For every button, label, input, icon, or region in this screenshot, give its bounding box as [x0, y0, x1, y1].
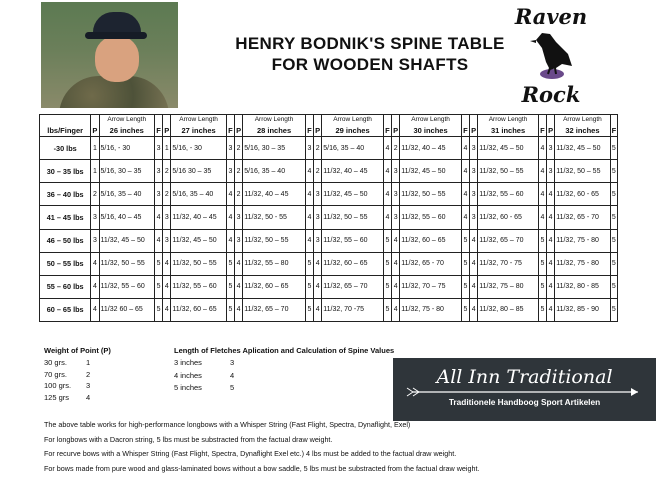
spine-table: [39, 114, 618, 322]
point-value: 4: [235, 252, 243, 275]
point-value: 3: [547, 137, 555, 160]
spine-value: 11/32, 40 – 45: [171, 206, 226, 229]
fletch-row: [174, 371, 394, 384]
lbs-header-top: [40, 115, 91, 125]
draw-weight-label: 41 – 45 lbs: [40, 206, 91, 229]
spine-value: 11/32, 65 - 70: [400, 252, 462, 275]
point-value: 3: [163, 206, 171, 229]
fletch-value: 5: [226, 298, 234, 321]
point-value: 3: [470, 160, 478, 183]
point-weight-heading: Weight of Point (P): [44, 346, 111, 355]
p-header-top: [91, 115, 99, 125]
spine-value: 5/16, 30 – 35: [99, 160, 154, 183]
fletch-value: 5: [383, 298, 391, 321]
fletch-value: 5: [610, 137, 617, 160]
weight-row: [44, 358, 111, 370]
p-header: P: [91, 124, 99, 137]
spine-value: 11/32, 65 - 70: [555, 206, 610, 229]
f-header: F: [226, 124, 234, 137]
length-header: 26 inches: [99, 124, 154, 137]
fletch-value: 5: [154, 275, 162, 298]
table-row: [40, 229, 618, 252]
fletch-value: 5: [461, 275, 469, 298]
p-header: P: [163, 124, 171, 137]
fletch-value: 4: [383, 183, 391, 206]
length-header: 31 inches: [478, 124, 539, 137]
fletch-value: 5: [305, 275, 313, 298]
fletch-value: 3: [305, 137, 313, 160]
fletch-value: 5: [610, 206, 617, 229]
point-value: 3: [163, 229, 171, 252]
spine-value: 5/16, 40 – 45: [99, 206, 154, 229]
fletch-value: 5: [383, 275, 391, 298]
table-row: [40, 252, 618, 275]
spine-value: 11/32 60 – 65: [99, 298, 154, 321]
spine-value: 11/32, 55 – 60: [322, 229, 384, 252]
note-line: For recurve bows with a Whisper String (Fast Flight, Spectra, Dynaflight Exel etc.) 4 lbs must be added to the factual draw weight.: [44, 449, 457, 458]
point-value: 3: [314, 183, 322, 206]
arrow-length-label: Arrow Length: [322, 115, 384, 125]
spine-value: 11/32, 50 - 55: [243, 206, 306, 229]
point-value: 4: [235, 298, 243, 321]
point-value: 4: [470, 275, 478, 298]
point-value: 3: [314, 229, 322, 252]
fletch-length-legend: [174, 346, 394, 396]
point-value: 2: [392, 137, 400, 160]
point-value: 3: [235, 206, 243, 229]
spine-value: 11/32, 60 – 65: [322, 252, 384, 275]
point-value: 2: [163, 160, 171, 183]
draw-weight-label: 60 – 65 lbs: [40, 298, 91, 321]
fletch-row: [174, 358, 394, 371]
spine-value: 11/32, 50 – 55: [171, 252, 226, 275]
note-line: For bows made from pure wood and glass-laminated bows without a bow saddle, 5 lbs must be substracted from the factual draw weight.: [44, 463, 480, 473]
spine-value: 11/32, 45 – 50: [400, 160, 462, 183]
fletch-length: 5 inches: [174, 383, 202, 392]
note-line: The above table works for high-performance longbows with a Whisper String (Fast Flight, Spectra, Dynaflight, Exel): [44, 420, 411, 429]
spine-value: 11/32, 55 – 60: [400, 206, 462, 229]
length-header: 29 inches: [322, 124, 384, 137]
f-header: F: [461, 124, 469, 137]
point-value: 3: [470, 183, 478, 206]
fletch-value: 4: [538, 137, 546, 160]
point-value: 3: [314, 206, 322, 229]
point-value: 4: [547, 206, 555, 229]
point-value: 1: [91, 137, 99, 160]
spine-value: 5/16 30 – 35: [171, 160, 226, 183]
fletch-value: 3: [226, 137, 234, 160]
draw-weight-label: 55 – 60 lbs: [40, 275, 91, 298]
fletch-value: 5: [383, 252, 391, 275]
spine-value: 11/32, 55 – 60: [99, 275, 154, 298]
p-header-top: [235, 115, 243, 125]
fletch-value: 5: [610, 229, 617, 252]
fletch-value: 5: [226, 252, 234, 275]
draw-weight-label: 46 – 50 lbs: [40, 229, 91, 252]
point-value: 2: [314, 137, 322, 160]
f-header-top: [538, 115, 546, 125]
fletch-value: 4: [538, 160, 546, 183]
spine-value: 11/32, 60 - 65: [478, 206, 539, 229]
point-value: 4: [314, 298, 322, 321]
fletch-value: 4: [305, 183, 313, 206]
fletch-value: 3: [154, 137, 162, 160]
logo-word-2: Rock: [521, 82, 581, 107]
fletch-value: 5: [610, 275, 617, 298]
f-header-top: [461, 115, 469, 125]
spine-value: 11/32, 70 – 75: [400, 275, 462, 298]
spine-value: 11/32, 75 - 80: [555, 229, 610, 252]
spine-value: 11/32, 75 – 80: [478, 275, 539, 298]
spine-value: 11/32, 75 - 80: [400, 298, 462, 321]
fletch-value: 5: [461, 229, 469, 252]
p-header: P: [314, 124, 322, 137]
spine-value: 11/32, 65 – 70: [243, 298, 306, 321]
fletch-value: 3: [226, 160, 234, 183]
table-row: [40, 275, 618, 298]
spine-value: 11/32, 50 – 55: [99, 252, 154, 275]
weight-p-value: 3: [86, 381, 91, 390]
fletch-value: 5: [538, 229, 546, 252]
banner-subtitle: Traditionele Handboog Sport Artikelen: [448, 397, 601, 407]
spine-value: 11/32, 50 – 55: [400, 183, 462, 206]
spine-value: 11/32, 65 – 70: [478, 229, 539, 252]
weight-p-value: 1: [86, 358, 91, 367]
point-value: 3: [547, 160, 555, 183]
arrow-length-label: Arrow Length: [243, 115, 306, 125]
point-value: 3: [392, 206, 400, 229]
spine-value: 11/32, 40 – 45: [243, 183, 306, 206]
f-header-top: [305, 115, 313, 125]
draw-weight-label: -30 lbs: [40, 137, 91, 160]
point-value: 3: [91, 229, 99, 252]
weight-row: [44, 370, 111, 382]
fletch-value: 5: [305, 298, 313, 321]
fletch-value: 4: [226, 183, 234, 206]
point-value: 4: [470, 298, 478, 321]
point-value: 2: [163, 183, 171, 206]
spine-value: 11/32, 85 - 90: [555, 298, 610, 321]
p-header-top: [392, 115, 400, 125]
fletch-value: 3: [154, 160, 162, 183]
fletch-value: 5: [461, 252, 469, 275]
spine-value: 11/32, 55 – 60: [478, 183, 539, 206]
spine-value: 11/32, 55 – 80: [243, 252, 306, 275]
arrow-length-label: Arrow Length: [400, 115, 462, 125]
weight-grains: 125 grs: [44, 392, 70, 402]
title-line-1: HENRY BODNIK'S SPINE TABLE: [235, 34, 505, 53]
draw-weight-label: 36 – 40 lbs: [40, 183, 91, 206]
f-header: F: [154, 124, 162, 137]
photo-face: [95, 36, 139, 82]
fletch-f-value: 3: [230, 358, 235, 367]
photo-cap-brim: [85, 32, 147, 39]
spine-value: 11/32, 45 – 50: [555, 137, 610, 160]
fletch-value: 5: [610, 183, 617, 206]
spine-value: 5/16, 35 – 40: [322, 137, 384, 160]
p-header-top: [547, 115, 555, 125]
point-value: 4: [547, 275, 555, 298]
point-value: 4: [392, 252, 400, 275]
f-header: F: [305, 124, 313, 137]
point-value: 3: [392, 183, 400, 206]
fletch-value: 5: [610, 252, 617, 275]
p-header: P: [470, 124, 478, 137]
spine-value: 11/32, 65 – 70: [322, 275, 384, 298]
spine-value: 11/32, 50 – 55: [478, 160, 539, 183]
fletch-value: 5: [154, 298, 162, 321]
draw-weight-label: 50 – 55 lbs: [40, 252, 91, 275]
point-value: 4: [547, 252, 555, 275]
fletch-length: 4 inches: [174, 370, 202, 380]
fletch-value: 4: [383, 160, 391, 183]
fletch-value: 5: [538, 252, 546, 275]
fletch-length-heading: Length of Fletches Aplication and Calculation of Spine Values: [174, 346, 395, 355]
fletch-row: [174, 383, 394, 396]
point-value: 2: [235, 183, 243, 206]
point-value: 2: [235, 137, 243, 160]
fletch-value: 4: [154, 206, 162, 229]
notes: [44, 420, 479, 478]
fletch-value: 5: [305, 252, 313, 275]
p-header-top: [163, 115, 171, 125]
fletch-value: 4: [461, 137, 469, 160]
header-row-1: [40, 115, 618, 125]
fletch-value: 5: [154, 252, 162, 275]
fletch-value: 5: [610, 160, 617, 183]
fletch-value: 5: [461, 298, 469, 321]
table-row: [40, 206, 618, 229]
fletch-value: 5: [538, 298, 546, 321]
point-value: 3: [235, 229, 243, 252]
raven-icon: [526, 24, 576, 82]
fletch-f-value: 5: [230, 383, 235, 392]
weight-p-value: 2: [86, 369, 91, 379]
fletch-value: 4: [226, 206, 234, 229]
fletch-value: 3: [154, 183, 162, 206]
fletch-value: 4: [305, 206, 313, 229]
fletch-value: 4: [154, 229, 162, 252]
length-header: 30 inches: [400, 124, 462, 137]
spine-value: 11/32, 45 – 50: [322, 183, 384, 206]
length-header: 32 inches: [555, 124, 610, 137]
point-value: 2: [235, 160, 243, 183]
spine-value: 5/16, - 30: [99, 137, 154, 160]
weight-p-value: 4: [86, 392, 91, 402]
raven-rock-logo: [506, 2, 596, 108]
f-header: F: [538, 124, 546, 137]
header-row-2: [40, 124, 618, 137]
length-header: 28 inches: [243, 124, 306, 137]
point-weight-legend: [44, 346, 111, 404]
weight-row: [44, 393, 111, 405]
draw-weight-label: 30 – 35 lbs: [40, 160, 91, 183]
point-value: 1: [91, 160, 99, 183]
arrow-length-label: Arrow Length: [99, 115, 154, 125]
page-title: [200, 33, 540, 75]
p-header-top: [314, 115, 322, 125]
spine-value: 11/32, 45 – 50: [99, 229, 154, 252]
point-value: 4: [163, 275, 171, 298]
point-value: 4: [470, 229, 478, 252]
fletch-value: 4: [305, 229, 313, 252]
f-header-top: [154, 115, 162, 125]
fletch-f-value: 4: [230, 370, 235, 380]
fletch-value: 4: [461, 183, 469, 206]
f-header-top: [610, 115, 617, 125]
banner-title: All Inn Traditional: [436, 366, 613, 388]
fletch-value: 4: [538, 183, 546, 206]
point-value: 2: [91, 183, 99, 206]
fletch-value: 4: [538, 206, 546, 229]
spine-value: 11/32, 40 – 45: [322, 160, 384, 183]
spine-value: 11/32, 50 – 55: [243, 229, 306, 252]
point-value: 4: [547, 298, 555, 321]
fletch-value: 4: [461, 206, 469, 229]
weight-grains: 100 grs.: [44, 381, 72, 390]
point-value: 4: [392, 298, 400, 321]
point-value: 4: [392, 275, 400, 298]
f-header-top: [383, 115, 391, 125]
table-row: [40, 298, 618, 321]
fletch-length: 3 inches: [174, 358, 202, 367]
spine-value: 5/16, 35 – 40: [243, 160, 306, 183]
arrow-length-label: Arrow Length: [555, 115, 610, 125]
spine-value: 11/32, 50 – 55: [322, 206, 384, 229]
spine-value: 11/32, 80 – 85: [478, 298, 539, 321]
fletch-value: 5: [226, 275, 234, 298]
spine-value: 5/16, - 30: [171, 137, 226, 160]
point-value: 2: [314, 160, 322, 183]
p-header: P: [392, 124, 400, 137]
weight-row: [44, 381, 111, 393]
fletch-value: 5: [538, 275, 546, 298]
table-row: [40, 160, 618, 183]
spine-value: 11/32, 75 - 80: [555, 252, 610, 275]
weight-grains: 70 grs.: [44, 369, 67, 379]
fletch-value: 5: [610, 298, 617, 321]
logo-word-1: Raven: [514, 4, 588, 29]
f-header-top: [226, 115, 234, 125]
point-value: 4: [163, 252, 171, 275]
spine-value: 11/32, 60 - 65: [555, 183, 610, 206]
point-value: 4: [314, 252, 322, 275]
point-value: 4: [235, 275, 243, 298]
table-row: [40, 137, 618, 160]
portrait-photo: [41, 2, 178, 108]
point-value: 3: [470, 206, 478, 229]
f-header: F: [610, 124, 617, 137]
spine-value: 11/32, 45 – 50: [171, 229, 226, 252]
point-value: 3: [392, 160, 400, 183]
spine-value: 11/32, 50 – 55: [555, 160, 610, 183]
spine-value: 11/32, 70 -75: [322, 298, 384, 321]
arrow-length-label: Arrow Length: [171, 115, 226, 125]
spine-value: 11/32, 40 – 45: [400, 137, 462, 160]
title-line-2: FOR WOODEN SHAFTS: [271, 55, 469, 74]
lbs-finger-header: lbs/Finger: [40, 124, 91, 137]
all-inn-traditional-banner: [393, 358, 656, 421]
fletch-value: 4: [226, 229, 234, 252]
point-value: 4: [547, 183, 555, 206]
p-header-top: [470, 115, 478, 125]
point-value: 3: [91, 206, 99, 229]
fletch-value: 4: [383, 206, 391, 229]
point-value: 4: [314, 275, 322, 298]
fletch-value: 4: [383, 137, 391, 160]
point-value: 4: [91, 252, 99, 275]
point-value: 1: [163, 137, 171, 160]
p-header: P: [547, 124, 555, 137]
point-value: 3: [470, 137, 478, 160]
spine-value: 5/16, 35 – 40: [99, 183, 154, 206]
spine-value: 11/32, 45 – 50: [478, 137, 539, 160]
point-value: 4: [91, 298, 99, 321]
arrow-length-label: Arrow Length: [478, 115, 539, 125]
spine-value: 5/16, 35 – 40: [171, 183, 226, 206]
note-line: For longbows with a Dacron string, 5 lbs must be substracted from the factual draw weight.: [44, 434, 333, 444]
fletch-value: 4: [461, 160, 469, 183]
table-row: [40, 183, 618, 206]
spine-value: 11/32, 70 - 75: [478, 252, 539, 275]
length-header: 27 inches: [171, 124, 226, 137]
f-header: F: [383, 124, 391, 137]
point-value: 4: [91, 275, 99, 298]
fletch-value: 5: [383, 229, 391, 252]
point-value: 4: [163, 298, 171, 321]
p-header: P: [235, 124, 243, 137]
spine-value: 11/32, 60 – 65: [243, 275, 306, 298]
spine-value: 11/32, 80 - 85: [555, 275, 610, 298]
point-value: 4: [547, 229, 555, 252]
spine-value: 11/32, 60 – 65: [171, 298, 226, 321]
point-value: 4: [392, 229, 400, 252]
point-value: 4: [470, 252, 478, 275]
spine-value: 11/32, 55 – 60: [171, 275, 226, 298]
spine-value: 11/32, 60 – 65: [400, 229, 462, 252]
weight-grains: 30 grs.: [44, 358, 67, 367]
fletch-value: 4: [305, 160, 313, 183]
spine-value: 5/16, 30 – 35: [243, 137, 306, 160]
